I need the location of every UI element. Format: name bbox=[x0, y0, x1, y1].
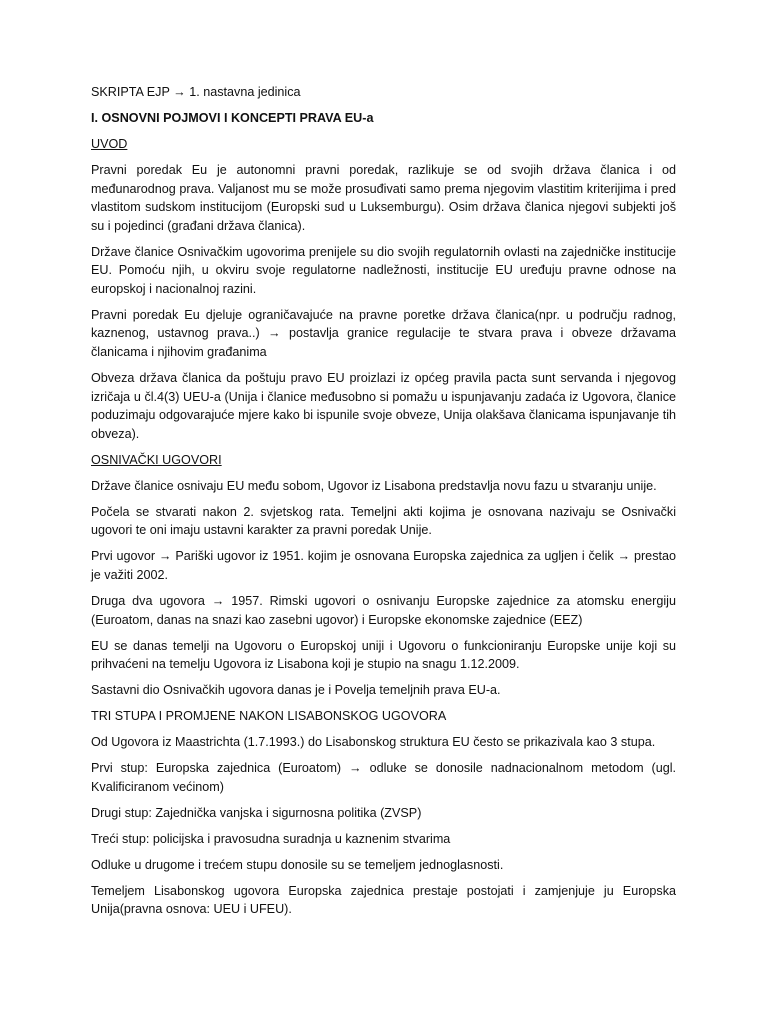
document-page bbox=[91, 83, 676, 926]
section-heading-uvod: UVOD bbox=[91, 136, 128, 151]
paragraph: Prvi ugovor → Pariški ugovor iz 1951. kojim je osnovana Europska zajednica za ugljen i čelik → prestao je važiti 2002. bbox=[91, 549, 676, 582]
paragraph: Temeljem Lisabonskog ugovora Europska zajednica prestaje postojati i zamjenjuje ju Europska Unija(pravna osnova: UEU i UFEU). bbox=[91, 883, 676, 917]
paragraph: Države članice Osnivačkim ugovorima prenijele su dio svojih regulatornih ovlasti na zajedničke institucije EU. Pomoću njih, u okviru svoje regulatorne nadležnosti, institucije EU uređuju pravne odnose na europskoj i nacionalnoj razini. bbox=[91, 244, 676, 296]
paragraph: Odluke u drugome i trećem stupu donosile su se temeljem jednoglasnosti. bbox=[91, 857, 504, 872]
paragraph: Pravni poredak Eu djeluje ograničavajuće na pravne poretke država članica(npr. u području radnog, kaznenog, ustavnog prava..) → postavlja granice regulacije te stvara prava i obveze državama članicama i njihovim građanima bbox=[91, 307, 676, 360]
paragraph: Počela se stvarati nakon 2. svjetskog rata. Temeljni akti kojima je osnovana nazivaju se Osnivački ugovori te oni imaju ustavni karakter za pravni poredak Unije. bbox=[91, 504, 676, 538]
paragraph: Treći stup: policijska i pravosudna suradnja u kaznenim stvarima bbox=[91, 831, 451, 846]
paragraph: Drugi stup: Zajednička vanjska i sigurnosna politika (ZVSP) bbox=[91, 805, 422, 820]
paragraph: Obveza država članica da poštuju pravo EU proizlazi iz općeg pravila pacta sunt servanda i njegovog izričaja u čl.4(3) UEU-a (Unija i članice međusobno si pomažu u ispunjavanju zadaća iz Ugovora, članice poduzimaju odgovarajuće mjere kako bi ispunile svoje obveze, Unija olakšava članicama ispunjavanje tih obveza). bbox=[91, 371, 676, 441]
paragraph: Pravni poredak Eu je autonomni pravni poredak, razlikuje se od svojih država članica i od međunarodnog prava. Valjanost mu se može prosuđivati samo prema njegovim vlastitim kriterijima i pred vlastitom sudskom institucijom (Europski sud u Luksemburgu). Osim država članica njegovi subjekti još su i pojedinci (građani država članica). bbox=[91, 162, 676, 233]
section-heading-tri-stupa: TRI STUPA I PROMJENE NAKON LISABONSKOG UGOVORA bbox=[91, 709, 447, 724]
paragraph: Prvi stup: Europska zajednica (Euroatom) → odluke se donosile nadnacionalnom metodom (ugl. Kvalificiranom većinom) bbox=[91, 761, 676, 794]
section-heading-osnivacki-ugovori: OSNIVAČKI UGOVORI bbox=[91, 452, 222, 467]
paragraph: EU se danas temelji na Ugovoru o Europskoj uniji i Ugovoru o funkcioniranju Europske unije koji su prihvaćeni na temelju Ugovora iz Lisabona koji je stupio na snagu 1.12.2009. bbox=[91, 638, 676, 672]
paragraph: Države članice osnivaju EU među sobom, Ugovor iz Lisabona predstavlja novu fazu u stvaranju unije. bbox=[91, 478, 657, 493]
document-header: SKRIPTA EJP → 1. nastavna jedinica bbox=[91, 85, 301, 99]
paragraph: Druga dva ugovora → 1957. Rimski ugovori o osnivanju Europske zajednice za atomsku energiju (Euroatom, danas na snazi kao zasebni ugovor) i Europske ekonomske zajednice (EEZ) bbox=[91, 593, 676, 627]
paragraph: Sastavni dio Osnivačkih ugovora danas je i Povelja temeljnih prava EU-a. bbox=[91, 683, 501, 698]
paragraph: Od Ugovora iz Maastrichta (1.7.1993.) do Lisabonskog struktura EU često se prikazivala kao 3 stupa. bbox=[91, 735, 656, 750]
main-title: I. OSNOVNI POJMOVI I KONCEPTI PRAVA EU-a bbox=[91, 110, 374, 125]
